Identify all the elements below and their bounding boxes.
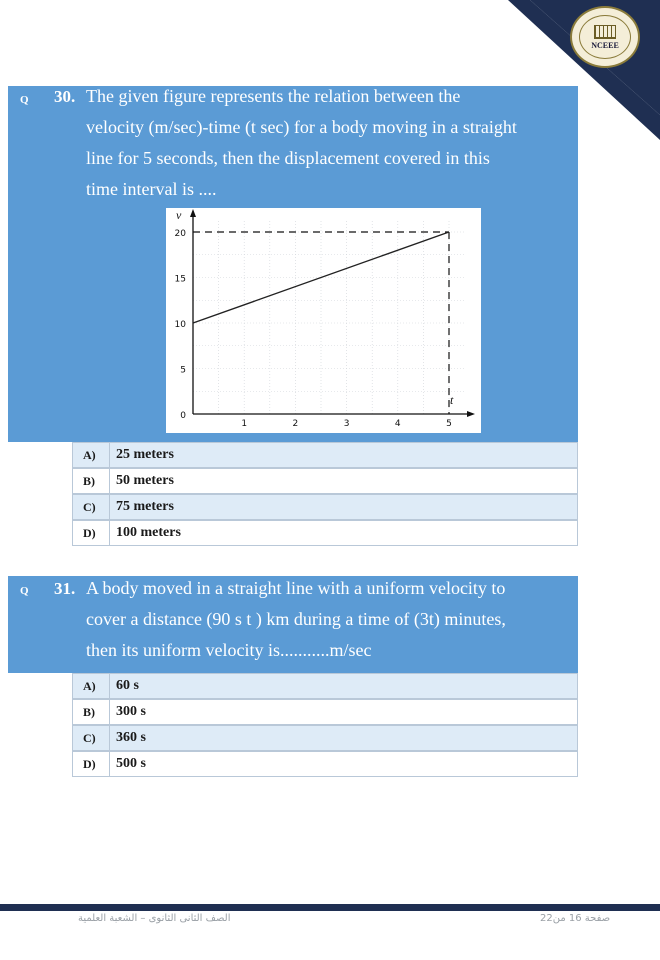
question-text-line: velocity (m/sec)-time (t sec) for a body moving in a straight bbox=[86, 117, 517, 137]
option-letter: D) bbox=[73, 521, 110, 545]
option-text: 300 s bbox=[116, 704, 146, 719]
question-label: Q bbox=[20, 94, 29, 106]
option-row[interactable] bbox=[72, 751, 578, 777]
option-letter: A) bbox=[73, 674, 110, 698]
footer-bar bbox=[0, 904, 660, 911]
x-tick-label: 4 bbox=[394, 419, 401, 429]
x-tick-label: 5 bbox=[446, 419, 452, 429]
option-letter: B) bbox=[73, 469, 110, 493]
option-row[interactable] bbox=[72, 494, 578, 520]
option-row[interactable] bbox=[72, 520, 578, 546]
x-axis-label: t bbox=[450, 393, 454, 407]
building-icon bbox=[594, 25, 616, 39]
question-text-line: The given figure represents the relation between the bbox=[86, 86, 461, 106]
option-letter: B) bbox=[73, 700, 110, 724]
x-tick-label: 2 bbox=[292, 419, 299, 429]
velocity-time-graph bbox=[166, 208, 481, 433]
option-text: 60 s bbox=[116, 678, 139, 693]
question-label: Q bbox=[20, 585, 29, 597]
option-text: 500 s bbox=[116, 756, 146, 771]
option-row[interactable] bbox=[72, 725, 578, 751]
question-number: 31. bbox=[54, 579, 76, 598]
option-row[interactable] bbox=[72, 442, 578, 468]
x-tick-label: 3 bbox=[343, 419, 350, 429]
question-31-banner bbox=[8, 576, 578, 673]
option-text: 100 meters bbox=[116, 525, 181, 540]
y-tick-label: 0 bbox=[180, 411, 186, 421]
option-text: 25 meters bbox=[116, 447, 174, 462]
y-tick-label: 15 bbox=[174, 274, 186, 285]
question-text-line: A body moved in a straight line with a uniform velocity to bbox=[86, 578, 506, 598]
option-letter: C) bbox=[73, 495, 110, 519]
option-row[interactable] bbox=[72, 699, 578, 725]
question-text-line: cover a distance (90 s t ) km during a time of (3t) minutes, bbox=[86, 609, 506, 629]
option-row[interactable] bbox=[72, 673, 578, 699]
ncee-logo bbox=[570, 6, 640, 68]
option-text: 75 meters bbox=[116, 499, 174, 514]
chart-background bbox=[166, 208, 481, 433]
chart-svg bbox=[166, 208, 481, 433]
y-axis-label: v bbox=[176, 208, 182, 222]
y-tick-label: 10 bbox=[174, 320, 186, 330]
question-number: 30. bbox=[54, 87, 76, 106]
footer-grade-label: الصف الثانى الثانوى – الشعبة العلمية bbox=[78, 913, 231, 924]
question-text-line: line for 5 seconds, then the displacement covered in this bbox=[86, 148, 490, 168]
option-letter: D) bbox=[73, 752, 110, 776]
y-tick-label: 20 bbox=[174, 229, 186, 239]
x-tick-label: 1 bbox=[241, 419, 248, 429]
option-letter: C) bbox=[73, 726, 110, 750]
option-text: 50 meters bbox=[116, 473, 174, 488]
question-text-line: time interval is .... bbox=[86, 179, 217, 199]
option-letter: A) bbox=[73, 443, 110, 467]
option-row[interactable] bbox=[72, 468, 578, 494]
footer-page-number: صفحة 16 من22 bbox=[540, 913, 611, 924]
y-tick-label: 5 bbox=[180, 365, 186, 376]
logo-text: NCEEE bbox=[591, 40, 619, 50]
question-text-line: then its uniform velocity is...........m/sec bbox=[86, 640, 372, 660]
option-text: 360 s bbox=[116, 730, 146, 745]
